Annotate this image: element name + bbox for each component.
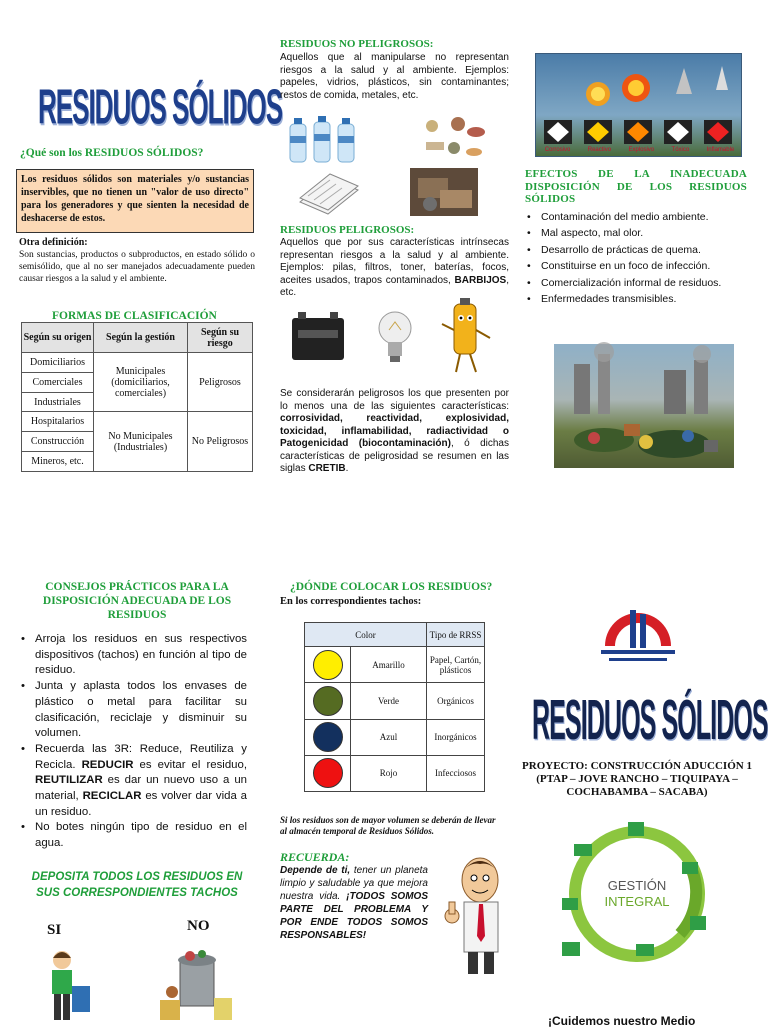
hazardous-text-a: Aquellos que por sus características intrínsecas representan riesgos a la salud y al ambiente. Ejemplos: pilas, filtros, toner, baterías, focos, aceites usados, trapos contaminados, (280, 237, 509, 286)
cretib-text-3: , ó dichas características de peligrosidad se resumen en las siglas (280, 438, 509, 474)
cretib-text (280, 388, 509, 476)
origin-cell: Hospitalarios (22, 412, 94, 432)
other-def-title: Otra definición: (19, 237, 88, 248)
tip3-f: RECICLAR (82, 790, 142, 803)
classification-title: FORMAS DE CLASIFICACIÓN (52, 310, 217, 322)
tip3-d: REUTILIZAR (35, 774, 103, 787)
tip-item: • No botes ningún tipo de residuo en el agua. (19, 820, 247, 851)
bin-color-name: Amarillo (351, 647, 427, 683)
col-origin: Según su origen (22, 323, 94, 353)
bin-swatch-cell (305, 683, 351, 719)
bin-color-name: Rojo (351, 755, 427, 791)
volume-note: Si los residuos son de mayor volumen se deberán de llevar al almacén temporal de Residuos Sólidos. (280, 815, 496, 836)
hazardous-title: RESIDUOS PELIGROSOS: (280, 224, 415, 236)
nonhazardous-text: Aquellos que al manipularse no representan riesgos a la salud y al ambiente. Ejemplos: papeles, vidrios, plásticos, sin contaminantes; restos de comida, metales, etc. (280, 52, 509, 101)
gestion-label-1: GESTIÓN (607, 878, 667, 893)
pollution-image (554, 344, 734, 468)
effect-item: • Contaminación del medio ambiente. (525, 209, 750, 225)
red-bin-dot (313, 758, 343, 788)
where-subtitle: En los correspondientes tachos: (280, 596, 422, 607)
cretib-text-5: . (345, 463, 349, 474)
main-title (38, 78, 283, 135)
gestion-cell: No Municipales (Industriales) (94, 412, 188, 472)
definition-text: Los residuos sólidos son materiales y/o sustancias inservibles, que no tienen un "valor de uso directo" para los generadores y que sienten la necesidad de deshacerse de estos. (21, 174, 249, 224)
tip3-a: Recuerda las 3R: Reduce, Reutiliza y Recicla. (35, 742, 247, 771)
blue-bin-dot (313, 722, 343, 752)
origin-cell: Mineros, etc. (22, 452, 94, 472)
other-def-text: Son sustancias, productos o subproductos, en estado sólido o semisólido, que al no ser manejados adecuadamente pueden causar riesgos a la salud y el ambiente. (19, 250, 255, 285)
origin-cell: Domiciliarios (22, 353, 94, 373)
nonhazardous-title: RESIDUOS NO PELIGROSOS: (280, 38, 434, 50)
col-gestion: Según la gestión (94, 323, 188, 353)
remember-text-a: Depende de ti, (280, 865, 351, 876)
yellow-bin-dot (313, 650, 343, 680)
bin-type: Orgánicos (427, 683, 485, 719)
col-riesgo: Según su riesgo (188, 323, 253, 353)
battery-character-image (440, 296, 494, 376)
bin-type: Papel, Cartón, plásticos (427, 647, 485, 683)
metal-scrap-image (410, 168, 478, 216)
tip3-e: es dar un nuevo uso a un material, (35, 774, 247, 803)
gestion-label-2: INTEGRAL (604, 894, 670, 909)
tip3-b: REDUCIR (81, 758, 134, 771)
origin-cell: Comerciales (22, 372, 94, 392)
cretib-text-1: Se considerarán peligrosos los que presenten por lo menos una de las siguientes características: (280, 388, 509, 412)
bin-swatch-cell (305, 719, 351, 755)
origin-cell: Construcción (22, 432, 94, 452)
hazard-label: Explosivo (628, 147, 655, 153)
effect-item: • Mal aspecto, mal olor. (525, 225, 750, 241)
project-title: PROYECTO: CONSTRUCCIÓN ADUCCIÓN 1 (PTAP – JOVE RANCHO – TIQUIPAYA – COCHABAMBA – SACABA) (522, 760, 752, 799)
scraps-image (418, 114, 488, 164)
where-title: ¿DÓNDE COLOCAR LOS RESIDUOS? (290, 581, 493, 593)
bins-col-type: Tipo de RRSS (427, 623, 485, 647)
hazardous-text (280, 237, 509, 300)
hazard-label: Reactivo (587, 147, 612, 153)
remember-text-c: ¡TODOS SOMOS PARTE DEL PROBLEMA Y POR ENDE TODOS SOMOS RESPONSABLES! (280, 891, 428, 941)
no-label: NO (187, 918, 210, 934)
footer-slogan: ¡Cuidemos nuestro Medio (548, 1014, 696, 1028)
effects-list (525, 209, 750, 307)
battery-image (288, 306, 348, 366)
tip-item (19, 742, 247, 821)
bottles-image (284, 110, 364, 164)
deposit-message: DEPOSITA TODOS LOS RESIDUOS EN SUS CORRESPONDIENTES TACHOS (31, 871, 243, 899)
effect-item: • Desarrollo de prácticas de quema. (525, 242, 750, 258)
trash-pile-image (156, 946, 236, 1024)
tip-item: • Arroja los residuos en sus respectivos dispositivos (tachos) en función al tipo de residuo. (19, 632, 247, 679)
riesgo-cell: No Peligrosos (188, 412, 253, 472)
gestion-cell: Municipales (domiciliarios, comerciales) (94, 353, 188, 412)
effect-item: • Constituirse en un foco de infección. (525, 258, 750, 274)
cretib-text-2: corrosividad, reactividad, explosividad, toxicidad, inflamabilidad, radiactividad o Patogenicidad (biocontaminación) (280, 413, 509, 449)
riesgo-cell: Peligrosos (188, 353, 253, 412)
paper-stack-image (296, 172, 362, 218)
bin-color-name: Azul (351, 719, 427, 755)
hazard-label: Inflamable (706, 147, 735, 153)
green-bin-dot (313, 686, 343, 716)
remember-text-b: tener un planeta limpio y saludable ya que mejora nuestra vida. (280, 865, 428, 902)
tip3-c: es evitar el residuo, (133, 758, 247, 771)
bin-swatch-cell (305, 755, 351, 791)
hazardous-text-c: , etc. (280, 274, 509, 298)
remember-text (280, 864, 428, 942)
lightbulb-image (375, 308, 415, 368)
tip-item: • Junta y aplasta todos los envases de plástico o metal para facilitar su clasificación, reciclaje y disminuir su volumen. (19, 679, 247, 742)
effect-item: • Enfermedades transmisibles. (525, 291, 750, 307)
remember-title: RECUERDA: (280, 850, 350, 864)
tips-list (19, 632, 247, 852)
definition-box (16, 169, 254, 233)
bin-color-name: Verde (351, 683, 427, 719)
main-title-text: RESIDUOS SÓLIDOS (38, 78, 283, 135)
cover-title-text: RESIDUOS SÓLIDOS (532, 690, 768, 753)
tips-title: CONSEJOS PRÁCTICOS PARA LA DISPOSICIÓN ADECUADA DE LOS RESIDUOS (42, 581, 232, 621)
hazardous-text-b: BARBIJOS (454, 274, 507, 286)
origin-cell: Industriales (22, 392, 94, 412)
integral-management-diagram (540, 814, 734, 974)
hazard-label: Tóxico (671, 147, 690, 153)
tip3-g: es volver dar vida a un residuo. (35, 790, 248, 818)
effect-item: • Comercialización informal de residuos. (525, 275, 750, 291)
company-logo (597, 604, 679, 668)
thumbs-up-man-image (434, 852, 514, 976)
bins-table (304, 622, 485, 792)
hazard-symbols-image (535, 53, 742, 157)
bins-col-color: Color (305, 623, 427, 647)
effects-title: EFECTOS DE LA INADECUADA DISPOSICIÓN DE LOS RESIDUOS SÓLIDOS (525, 168, 747, 206)
cover-title (532, 690, 768, 753)
yes-label: SI (47, 922, 62, 938)
boy-recycling-image (36, 946, 96, 1024)
classification-table (21, 322, 253, 472)
hazard-labels (536, 147, 743, 153)
question-heading: ¿Qué son los RESIDUOS SÓLIDOS? (20, 147, 204, 159)
hazard-label: Corrosivo (544, 147, 571, 153)
bin-type: Infecciosos (427, 755, 485, 791)
bin-type: Inorgánicos (427, 719, 485, 755)
cretib-text-4: CRETIB (308, 463, 346, 474)
bin-swatch-cell (305, 647, 351, 683)
